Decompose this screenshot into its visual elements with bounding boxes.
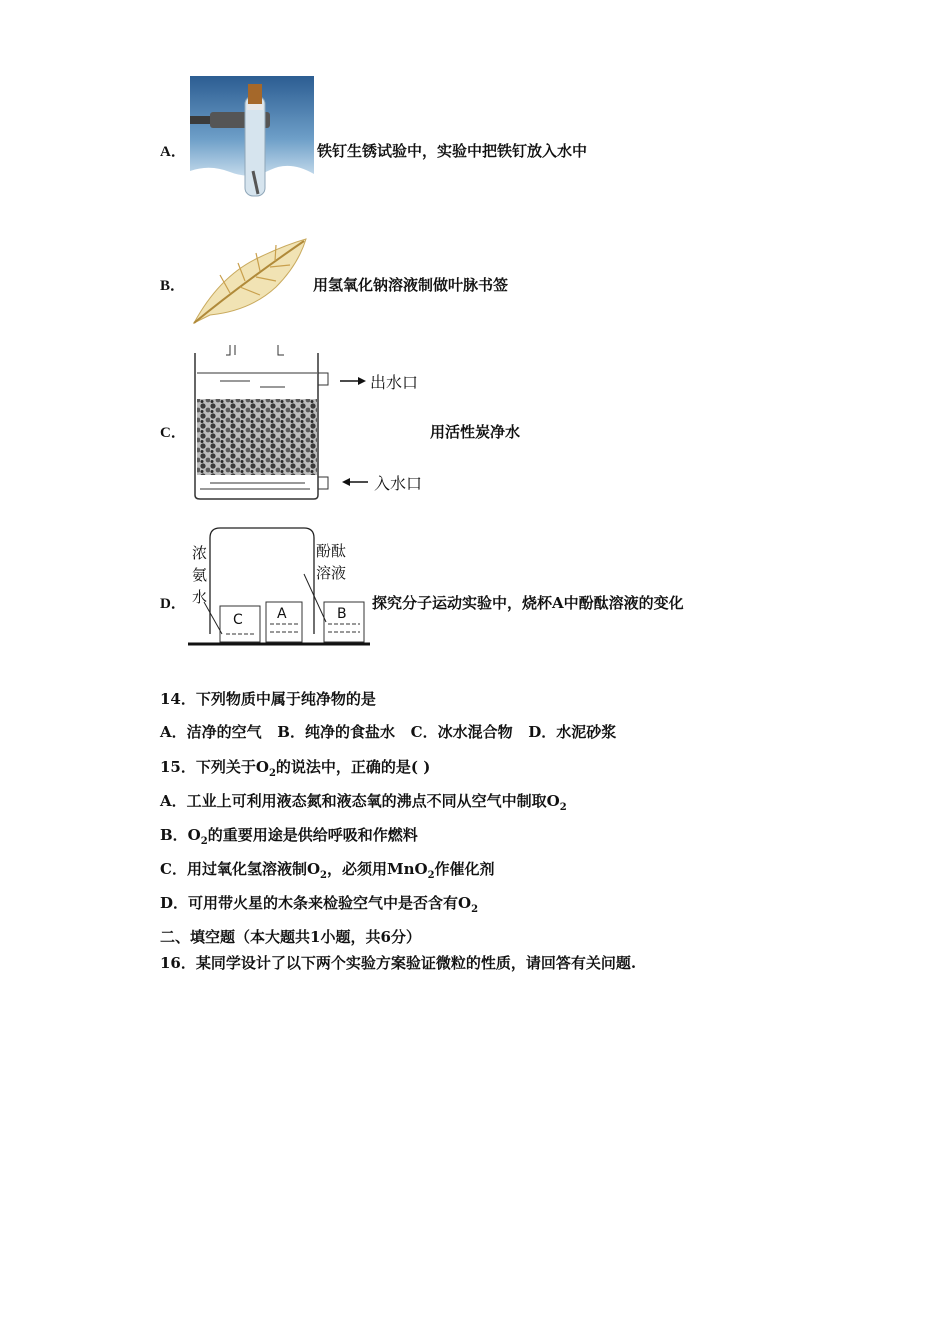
q15-d-sub: 2: [471, 904, 479, 915]
q15-stem-end: 的说法中，正确的是( ): [275, 758, 431, 776]
molecule-motion-experiment-diagram: [186, 524, 372, 650]
q15-stem-text: 15．下列关于O: [160, 758, 269, 776]
q15-b-end: 的重要用途是供给呼吸和作燃料: [207, 826, 418, 844]
option-d-label: D．: [160, 596, 186, 612]
ammonia-label-2: 氨: [192, 566, 208, 584]
q15-b-sub: 2: [200, 836, 208, 847]
option-c-label: C．: [160, 425, 186, 441]
q15-d-text: D．可用带火星的木条来检验空气中是否含有O: [160, 894, 472, 912]
beaker-a-label: A: [277, 606, 287, 622]
option-c-caption: 用活性炭净水: [430, 423, 521, 441]
q15-stem: [160, 756, 430, 779]
activated-carbon-filter-diagram: [190, 343, 440, 503]
q15-option-b: [160, 824, 418, 847]
q15-c-sub2: 2: [427, 870, 435, 881]
phenol-label-1: 酚酞: [316, 542, 347, 560]
rusting-test-tube-image: [190, 76, 314, 200]
leaf-vein-bookmark-image: [190, 235, 310, 327]
q15-option-c: [160, 858, 495, 881]
q15-a-sub: 2: [559, 802, 567, 813]
inlet-label: 入水口: [374, 474, 423, 493]
q15-c-text: C．用过氧化氢溶液制O: [160, 860, 321, 878]
q15-b-text: B．O: [160, 826, 201, 844]
beaker-c-label: C: [233, 612, 243, 628]
option-a-caption: 铁钉生锈试验中，实验中把铁钉放入水中: [317, 142, 588, 160]
phenol-label-2: 溶液: [316, 564, 347, 582]
q15-c-sub: 2: [320, 870, 327, 881]
q15-option-a: [160, 790, 567, 813]
option-b-caption: 用氢氧化钠溶液制做叶脉书签: [313, 276, 509, 294]
q14-stem: 14．下列物质中属于纯净物的是: [160, 690, 376, 708]
q15-a-text: A．工业上可利用液态氮和液态氧的沸点不同从空气中制取O: [160, 792, 560, 810]
beaker-b-label: B: [337, 606, 347, 622]
q15-c-end: 作催化剂: [434, 860, 495, 878]
q14-choices: A．洁净的空气 B．纯净的食盐水 C．冰水混合物 D．水泥砂浆: [160, 723, 617, 741]
outlet-label: 出水口: [370, 373, 419, 392]
option-d-caption: 探究分子运动实验中，烧杯A中酚酞溶液的变化: [372, 594, 684, 612]
q15-option-d: [160, 892, 478, 915]
ammonia-label-1: 浓: [192, 544, 208, 562]
section-2-heading: 二、填空题（本大题共1小题，共6分）: [160, 928, 421, 946]
q15-stem-sub: 2: [268, 768, 276, 779]
ammonia-label-3: 水: [192, 588, 208, 606]
q15-c-mid: ，必须用MnO: [326, 860, 428, 878]
option-a-label: A．: [160, 144, 186, 160]
option-b-label: B．: [160, 278, 186, 294]
q16-stem: 16．某同学设计了以下两个实验方案验证微粒的性质，请回答有关问题.: [160, 954, 637, 972]
